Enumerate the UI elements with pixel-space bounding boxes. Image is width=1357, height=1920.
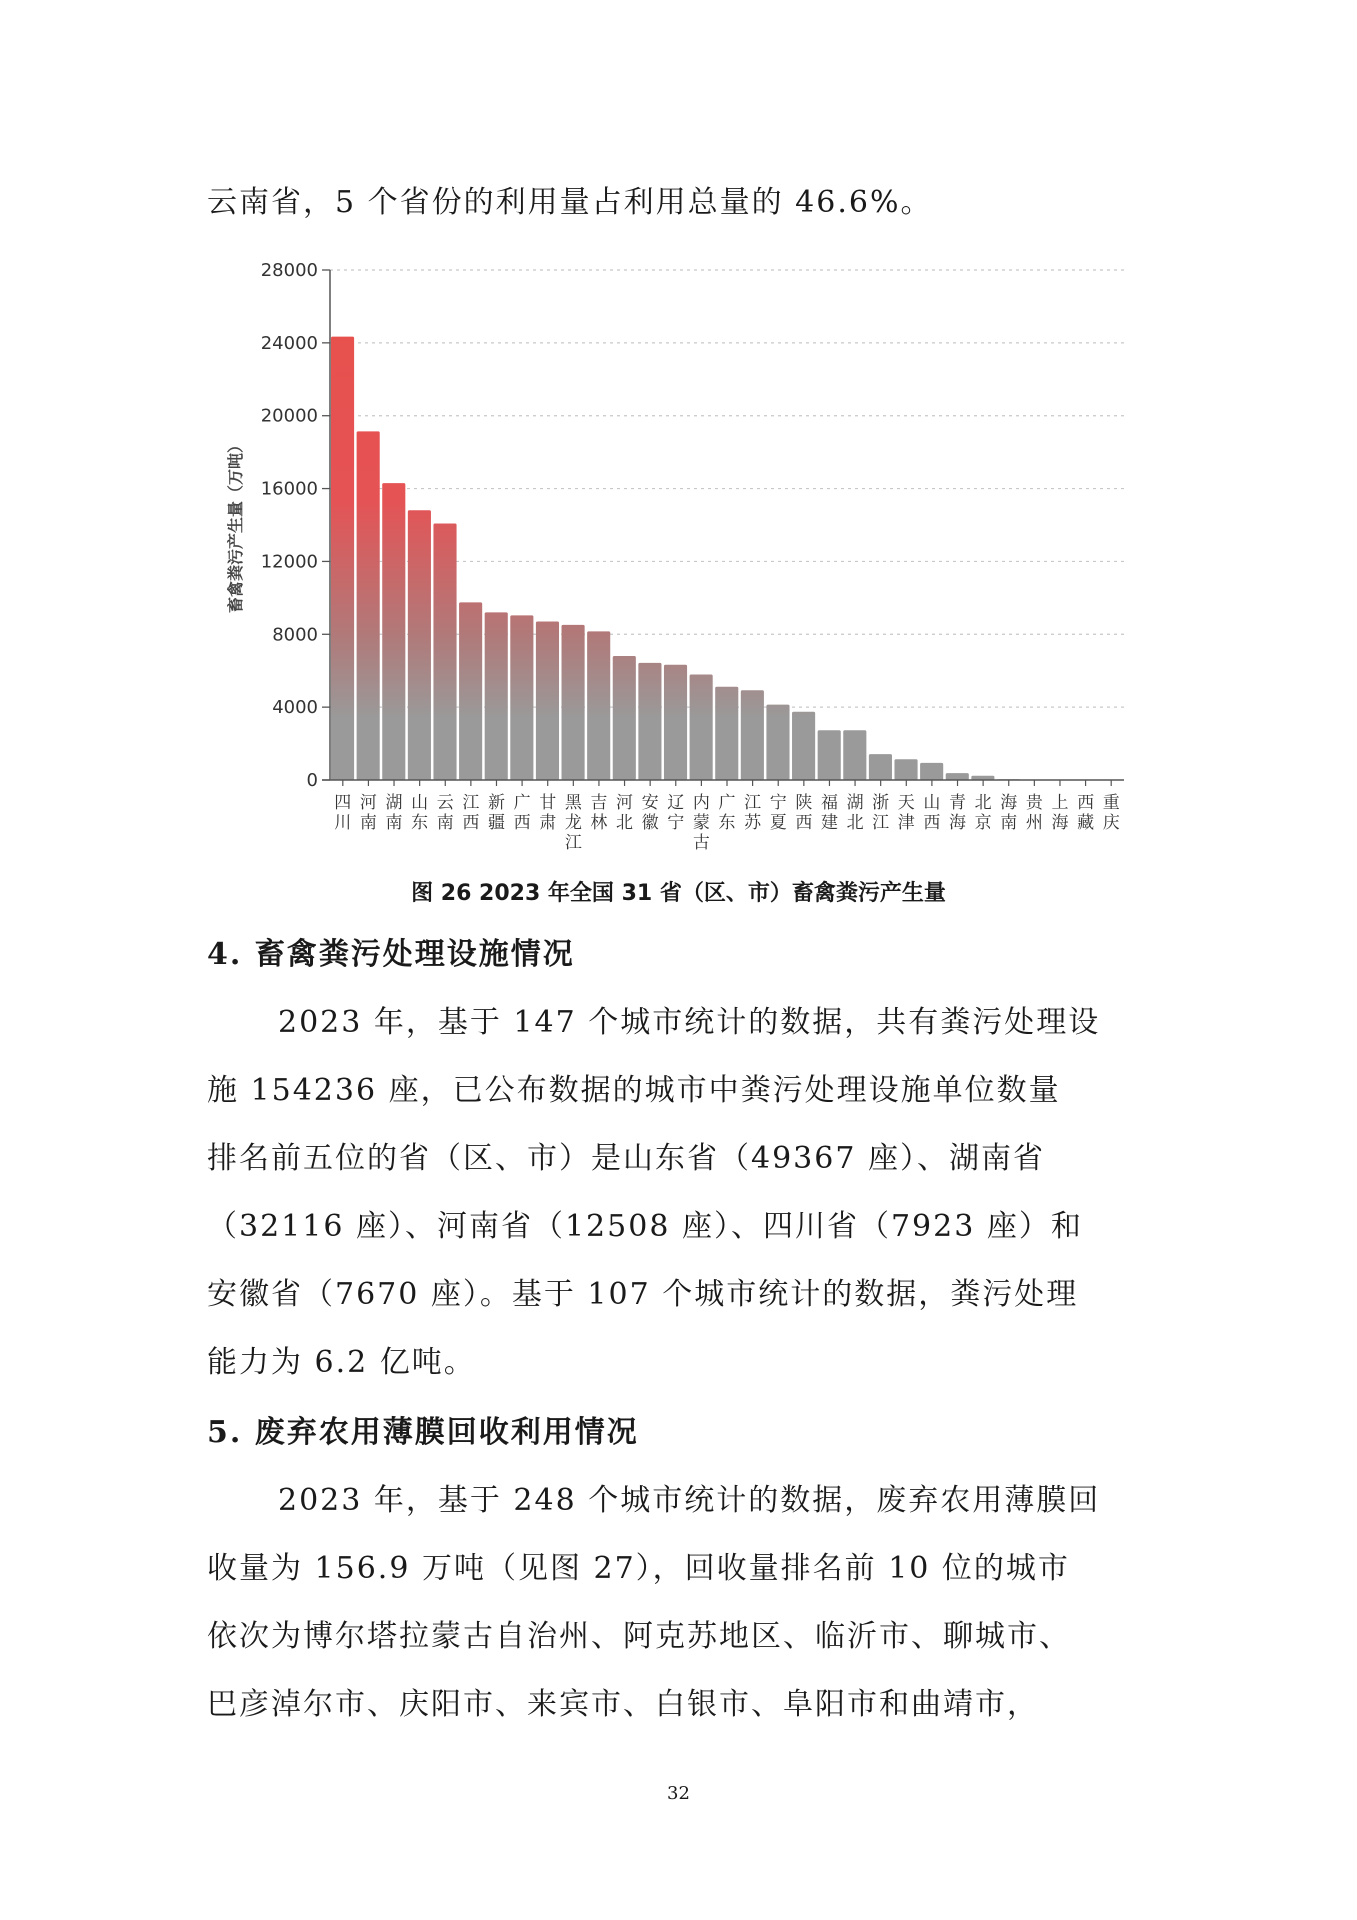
x-tick-label: 龙 <box>564 813 582 833</box>
bar-安徽 <box>638 663 661 780</box>
x-tick-label: 南 <box>385 813 403 833</box>
x-tick-label: 藏 <box>1077 813 1095 833</box>
x-tick-label: 宁 <box>667 813 685 833</box>
y-tick-label: 16000 <box>260 478 318 500</box>
x-tick-label: 吉 <box>590 793 608 813</box>
x-tick-label: 南 <box>1000 813 1018 833</box>
y-tick-label: 0 <box>306 770 318 791</box>
y-tick-label: 4000 <box>272 697 318 719</box>
figure-caption: 图 26 2023 年全国 31 省（区、市）畜禽粪污产生量 <box>411 881 946 906</box>
x-tick-label: 黑 <box>564 793 582 813</box>
x-tick-label: 内 <box>692 793 710 813</box>
bar-甘肃 <box>536 622 559 780</box>
bar-天津 <box>894 759 917 780</box>
x-tick-label: 南 <box>436 813 454 833</box>
section-5-line-3: 依次为博尔塔拉蒙古自治州、阿克苏地区、临沂市、聊城市、 <box>207 1619 1071 1654</box>
x-tick-label: 西 <box>462 813 480 833</box>
y-tick-label: 24000 <box>260 332 318 354</box>
y-axis-title: 畜禽粪污产生量（万吨） <box>226 436 245 614</box>
section-5-line-1: 2023 年，基于 248 个城市统计的数据，废弃农用薄膜回 <box>278 1483 1101 1518</box>
section-5-heading: 5. 废弃农用薄膜回收利用情况 <box>207 1415 639 1450</box>
bar-云南 <box>433 524 456 780</box>
x-tick-label: 西 <box>795 813 813 833</box>
x-tick-label: 陕 <box>795 793 813 813</box>
bar-宁夏 <box>766 705 789 780</box>
bar-内蒙古 <box>690 675 713 780</box>
x-tick-label: 重 <box>1102 793 1120 813</box>
x-tick-label: 苏 <box>744 813 762 833</box>
bar-河南 <box>357 431 380 780</box>
x-tick-label: 宁 <box>769 793 787 813</box>
x-tick-label: 建 <box>820 813 838 833</box>
y-tick-label: 8000 <box>272 624 318 646</box>
x-tick-label: 江 <box>744 793 762 813</box>
bar-黑龙江 <box>562 625 585 780</box>
bar-新疆 <box>485 612 508 780</box>
bar-湖北 <box>843 730 866 780</box>
x-tick-label: 南 <box>359 813 377 833</box>
x-tick-label: 东 <box>718 813 736 833</box>
x-tick-label: 疆 <box>487 813 505 833</box>
x-tick-label: 古 <box>692 833 710 853</box>
bar-广东 <box>715 687 738 780</box>
bar-广西 <box>510 615 533 780</box>
section-4-line-3: 排名前五位的省（区、市）是山东省（49367 座）、湖南省 <box>207 1141 1045 1176</box>
bar-辽宁 <box>664 665 687 780</box>
y-tick-label: 12000 <box>260 551 318 573</box>
x-tick-label: 北 <box>846 813 864 833</box>
x-tick-label: 四 <box>334 793 352 813</box>
x-tick-label: 贵 <box>1025 793 1043 813</box>
bar-福建 <box>818 730 841 780</box>
x-tick-label: 安 <box>641 793 659 813</box>
x-tick-label: 云 <box>436 793 454 813</box>
y-tick-label: 28000 <box>260 260 318 281</box>
bar-青海 <box>946 773 969 780</box>
bar-chart <box>0 0 1357 870</box>
x-tick-label: 西 <box>1077 793 1095 813</box>
section-4-line-1: 2023 年，基于 147 个城市统计的数据，共有粪污处理设 <box>278 1005 1101 1040</box>
x-tick-label: 北 <box>616 813 634 833</box>
bar-湖南 <box>382 483 405 780</box>
bar-四川 <box>331 337 354 780</box>
x-tick-label: 徽 <box>641 813 659 833</box>
x-tick-label: 夏 <box>769 813 787 833</box>
x-tick-label: 北 <box>974 793 992 813</box>
x-tick-label: 西 <box>513 813 531 833</box>
y-axis-labels <box>261 260 318 791</box>
bar-河北 <box>613 656 636 780</box>
bar-江西 <box>459 602 482 780</box>
x-tick-label: 江 <box>462 793 480 813</box>
x-tick-label: 福 <box>820 793 838 813</box>
x-tick-label: 上 <box>1051 793 1069 813</box>
bar-浙江 <box>869 754 892 780</box>
x-tick-label: 江 <box>872 813 890 833</box>
x-tick-label: 广 <box>718 793 736 813</box>
x-tick-label: 湖 <box>385 793 403 813</box>
intro-line: 云南省，5 个省份的利用量占利用总量的 46.6%。 <box>207 185 933 220</box>
section-4-line-6: 能力为 6.2 亿吨。 <box>207 1345 476 1380</box>
x-tick-label: 甘 <box>539 793 557 813</box>
x-tick-label: 浙 <box>872 793 890 813</box>
x-tick-label: 天 <box>897 793 915 813</box>
x-tick-label: 林 <box>590 813 608 833</box>
x-tick-label: 广 <box>513 793 531 813</box>
bar-山西 <box>920 763 943 780</box>
x-tick-label: 河 <box>616 793 634 813</box>
bar-吉林 <box>587 631 610 780</box>
section-5-line-2: 收量为 156.9 万吨（见图 27），回收量排名前 10 位的城市 <box>207 1551 1070 1586</box>
x-tick-label: 西 <box>923 813 941 833</box>
x-axis-labels <box>334 792 1119 853</box>
x-tick-label: 山 <box>411 793 429 813</box>
section-4-heading: 4. 畜禽粪污处理设施情况 <box>207 937 575 972</box>
x-tick-label: 辽 <box>667 793 685 813</box>
section-4-line-2: 施 154236 座，已公布数据的城市中粪污处理设施单位数量 <box>207 1073 1061 1108</box>
x-tick-label: 庆 <box>1102 813 1120 833</box>
section-5-line-4: 巴彦淖尔市、庆阳市、来宾市、白银市、阜阳市和曲靖市， <box>207 1687 1039 1722</box>
x-tick-label: 州 <box>1025 813 1043 833</box>
bars <box>331 337 1020 780</box>
x-tick-label: 京 <box>974 813 992 833</box>
x-tick-label: 山 <box>923 793 941 813</box>
x-tick-label: 川 <box>334 813 352 833</box>
bar-江苏 <box>741 690 764 780</box>
y-tick-label: 20000 <box>260 405 318 427</box>
x-tick-label: 海 <box>1051 813 1069 833</box>
bar-陕西 <box>792 712 815 780</box>
section-4-line-4: （32116 座）、河南省（12508 座）、四川省（7923 座）和 <box>207 1209 1083 1244</box>
x-tick-label: 蒙 <box>692 813 710 833</box>
x-tick-label: 东 <box>411 813 429 833</box>
x-tick-label: 肃 <box>539 813 557 833</box>
x-tick-label: 海 <box>1000 793 1018 813</box>
x-tick-label: 新 <box>487 793 505 813</box>
bar-山东 <box>408 510 431 780</box>
x-tick-label: 津 <box>897 813 915 833</box>
x-tick-label: 青 <box>949 793 967 813</box>
x-tick-label: 江 <box>564 833 582 853</box>
x-tick-label: 河 <box>359 793 377 813</box>
x-tick-label: 海 <box>949 813 967 833</box>
x-tick-label: 湖 <box>846 793 864 813</box>
page-number: 32 <box>667 1783 690 1804</box>
section-4-line-5: 安徽省（7670 座）。基于 107 个城市统计的数据，粪污处理 <box>207 1277 1079 1312</box>
